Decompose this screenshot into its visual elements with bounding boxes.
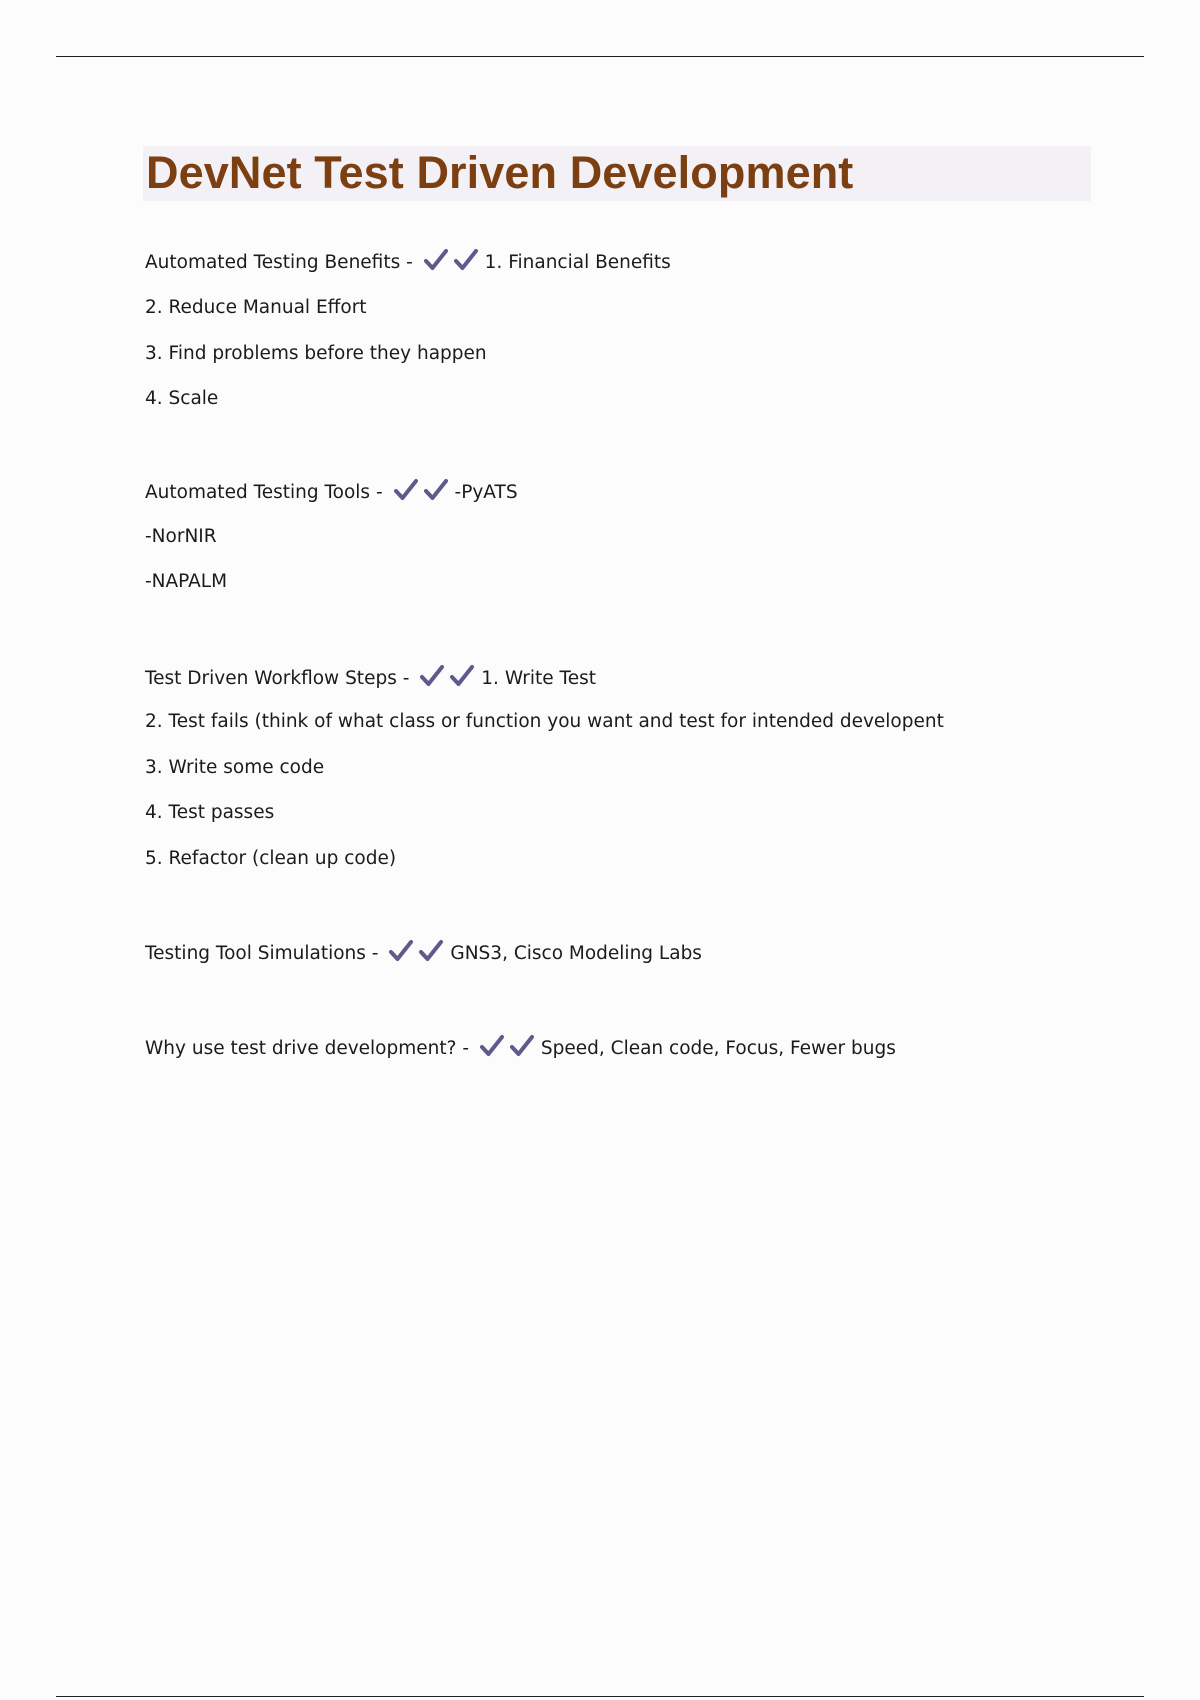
answer-text: GNS3, Cisco Modeling Labs — [450, 943, 702, 964]
answer-checkmarks — [423, 248, 483, 280]
qa-row-test-driven-workflow-steps — [145, 664, 596, 696]
checkmark-icon — [419, 664, 445, 688]
question-label: Testing Tool Simulations - — [145, 943, 379, 964]
answer-checkmarks — [479, 1034, 539, 1066]
bottom-rule — [56, 1696, 1144, 1697]
answer-text: 1. Write Test — [481, 668, 596, 689]
answer-checkmarks — [393, 478, 453, 510]
question-label: Automated Testing Benefits - — [145, 252, 413, 273]
answer-checkmarks — [419, 664, 479, 696]
checkmark-icon — [423, 248, 449, 272]
answer-text: -PyATS — [454, 482, 518, 503]
qa-row-automated-testing-tools — [145, 478, 518, 510]
checkmark-icon — [509, 1034, 535, 1058]
answer-line: 4. Scale — [145, 388, 219, 409]
question-label: Why use test drive development? - — [145, 1038, 469, 1059]
answer-checkmarks — [388, 939, 448, 971]
checkmark-icon — [453, 248, 479, 272]
checkmark-icon — [388, 939, 414, 963]
qa-row-automated-testing-benefits — [145, 248, 671, 280]
answer-line: 2. Test fails (think of what class or function you want and test for intended developent — [145, 711, 944, 732]
question-label: Automated Testing Tools - — [145, 482, 383, 503]
checkmark-icon — [479, 1034, 505, 1058]
checkmark-icon — [423, 478, 449, 502]
answer-line: 4. Test passes — [145, 802, 275, 823]
answer-text: Speed, Clean code, Focus, Fewer bugs — [540, 1038, 896, 1059]
qa-row-why-use-tdd — [145, 1034, 896, 1066]
answer-line: 3. Write some code — [145, 757, 325, 778]
document-title: DevNet Test Driven Development — [146, 147, 854, 198]
answer-line: -NorNIR — [145, 526, 217, 547]
checkmark-icon — [449, 664, 475, 688]
checkmark-icon — [393, 478, 419, 502]
checkmark-icon — [418, 939, 444, 963]
qa-row-testing-tool-simulations — [145, 939, 702, 971]
answer-line: 3. Find problems before they happen — [145, 343, 487, 364]
answer-text: 1. Financial Benefits — [484, 252, 671, 273]
answer-line: 2. Reduce Manual Effort — [145, 297, 367, 318]
top-rule — [56, 56, 1144, 57]
answer-line: 5. Refactor (clean up code) — [145, 848, 397, 869]
question-label: Test Driven Workflow Steps - — [145, 668, 410, 689]
answer-line: -NAPALM — [145, 571, 228, 592]
